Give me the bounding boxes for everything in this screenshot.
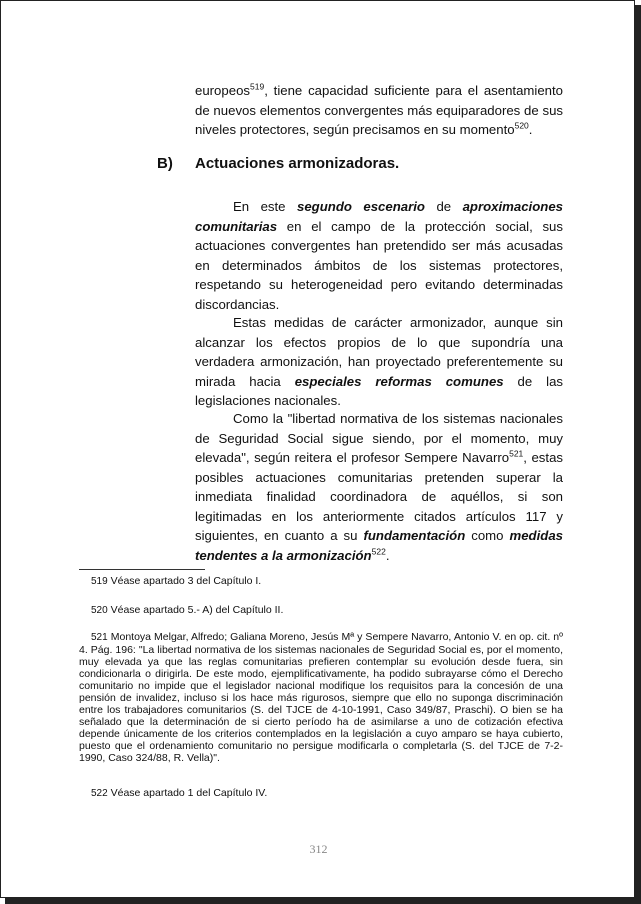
text-run: . [528, 122, 533, 137]
page-shadow-right [635, 5, 641, 904]
footnote-ref-522[interactable]: 522 [371, 546, 386, 557]
text-run: En este [233, 199, 297, 214]
text-run: en el campo de la protección social, sus actuaciones convergentes han pretendido ser más acusadas en determinados ámbitos de los sistemas protectores, respetando su heterogeneidad pero evitando determinadas discordancias. [195, 218, 563, 312]
footnote-number: 519 [91, 576, 108, 587]
footnote-522 [79, 787, 563, 800]
footnote-521 [79, 631, 563, 764]
paragraph-3 [195, 409, 563, 565]
section-heading [157, 155, 399, 172]
footnote-text: Véase apartado 5.- A) del Capítulo II. [110, 604, 284, 616]
emphasis: segundo escenario [296, 199, 425, 214]
footnote-text: Véase apartado 1 del Capítulo IV. [110, 787, 268, 799]
footnote-ref-520[interactable]: 520 [514, 120, 529, 131]
footnote-520 [79, 604, 563, 617]
page-number: 312 [309, 842, 328, 856]
text-run: europeos [195, 83, 250, 98]
footnote-ref-521[interactable]: 521 [509, 448, 524, 459]
paragraph-2 [195, 313, 563, 411]
footnote-number: 520 [91, 605, 108, 616]
section-letter: B) [157, 155, 173, 172]
footnote-number: 521 [91, 632, 108, 643]
text-run: Como la "libertad normativa de los sistemas nacionales de Seguridad Social sigue siendo, por el momento, muy elevada", según reitera el profesor Sempere Navarro [195, 411, 563, 465]
text-run: como [465, 528, 510, 543]
emphasis: medidas tendentes a la armonización [195, 528, 563, 563]
footnote-number: 522 [91, 788, 108, 799]
footnote-519 [79, 575, 563, 588]
text-run: , tiene capacidad suficiente para el asentamiento de nuevos elementos convergentes más equiparadores de sus niveles protectores, según precisamos en su momento [195, 83, 563, 137]
text-run: de las legislaciones nacionales. [195, 373, 564, 408]
text-run: , estas posibles actuaciones comunitarias pretenden superar la inmediata finalidad coordinadora de aquéllos, si son legitimadas en los anteriormente citados artículos 117 y siguientes, en cuanto a su [195, 450, 563, 543]
footnote-ref-519[interactable]: 519 [250, 81, 265, 92]
emphasis: fundamentación [363, 528, 466, 543]
footnote-text: Véase apartado 3 del Capítulo I. [110, 575, 262, 587]
page-shadow-bottom [5, 898, 641, 904]
footnote-text: Montoya Melgar, Alfredo; Galiana Moreno, Jesús Mª y Sempere Navarro, Antonio V. en op. cit. nº 4. Pág. 196: "La libertad normativa de los sistemas nacionales de Seguridad Social es, por el momento, muy elevada ya que las reglas comunitarias prefieren contemplar su evolución desde fuera, sin condicionarla o dirigirla. De este modo, ejemplificativamente, ha podido subrayarse cómo el Derecho comunitario no impide que el legislador nacional modifique los requisitos para la concesión de una pensión de invalidez, incluso si los hace más rigurosos, siempre que ello no suponga discriminación entre los trabajadores comunitarios (S. del TJCE de 4-10-1991, Caso 349/87, Praschi). O bien se ha señalado que la determinación de si cierto período ha de asimilarse a uno de cotización efectiva depende únicamente de los criterios contemplados en la legislación a cuyo amparo se haya cubierto, puesto que el ordenamiento comunitario no persigue modificarla o completarla (S. del TJCE de 7-2-1990, Caso 324/88, R. Vella)". [79, 631, 563, 764]
emphasis: especiales reformas comunes [294, 373, 504, 389]
text-run: de [424, 199, 463, 214]
intro-paragraph [195, 81, 563, 140]
emphasis: aproximaciones comunitarias [195, 199, 563, 234]
section-title: Actuaciones armonizadoras. [195, 155, 400, 172]
text-run: . [385, 547, 390, 563]
paragraph-1 [195, 197, 563, 314]
footnote-separator [79, 569, 205, 570]
text-run: Estas medidas de carácter armonizador, aunque sin alcanzar los efectos propios de lo que supondría una verdadera armonización, han proyectado preferentemente su mirada hacia [195, 315, 563, 389]
